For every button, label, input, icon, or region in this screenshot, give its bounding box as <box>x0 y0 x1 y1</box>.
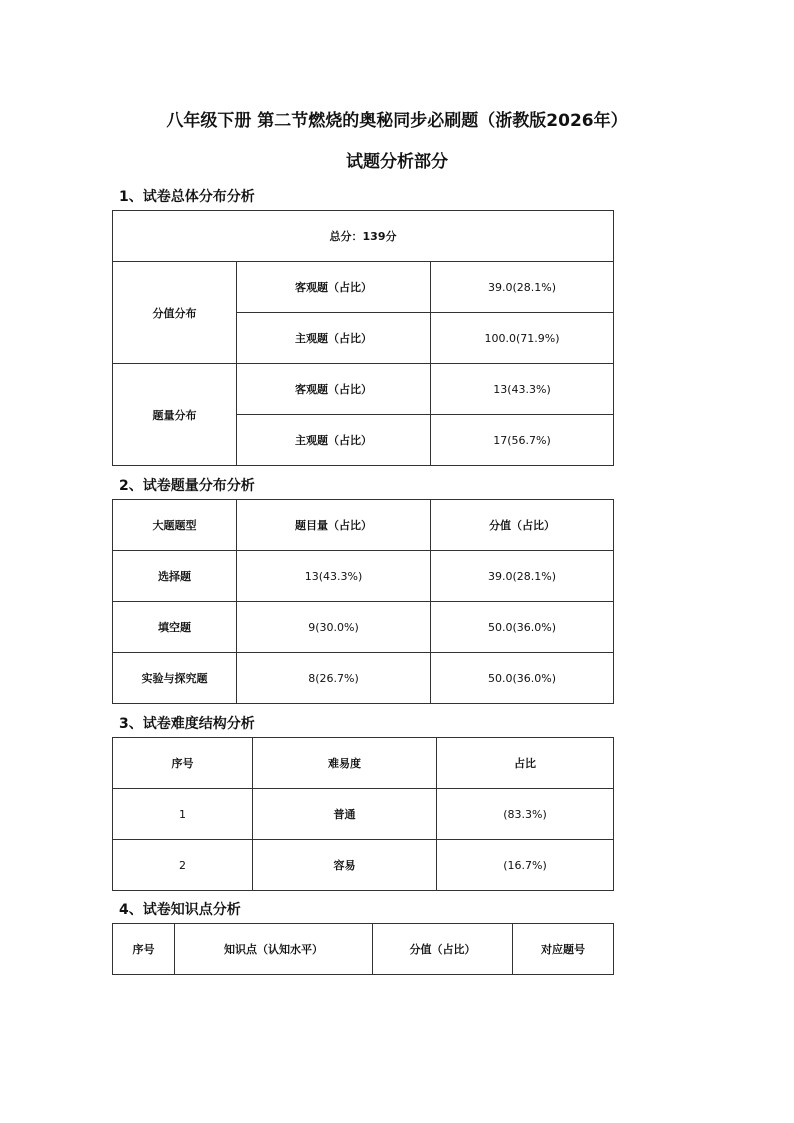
table-cell: 2 <box>113 840 253 891</box>
table-cell: 17(56.7%) <box>431 415 614 466</box>
table-cell: 13(43.3%) <box>431 364 614 415</box>
table-cell: 实验与探究题 <box>113 653 237 704</box>
knowledge-point-table <box>112 923 614 975</box>
table-cell: 客观题（占比） <box>237 364 431 415</box>
table-row <box>113 262 614 313</box>
table-cell: 普通 <box>253 789 437 840</box>
document-subtitle: 试题分析部分 <box>346 152 448 172</box>
table-cell: 客观题（占比） <box>237 262 431 313</box>
table-row <box>113 551 614 602</box>
column-header: 分值（占比） <box>373 924 513 975</box>
section1-heading: 1、试卷总体分布分析 <box>119 189 255 205</box>
table-row <box>113 211 614 262</box>
table-cell: (16.7%) <box>437 840 614 891</box>
table-cell: 8(26.7%) <box>237 653 431 704</box>
section4-heading: 4、试卷知识点分析 <box>119 902 241 918</box>
document-title: 八年级下册 第二节燃烧的奥秘同步必刷题（浙教版2026年） <box>166 111 628 131</box>
table-cell: 50.0(36.0%) <box>431 653 614 704</box>
table-row <box>113 653 614 704</box>
score-distribution-label: 分值分布 <box>113 262 237 364</box>
column-header: 序号 <box>113 738 253 789</box>
table-row <box>113 840 614 891</box>
question-distribution-table <box>112 499 614 704</box>
column-header: 大题题型 <box>113 500 237 551</box>
table-row <box>113 789 614 840</box>
table-row <box>113 364 614 415</box>
section2-heading: 2、试卷题量分布分析 <box>119 478 255 494</box>
column-header: 占比 <box>437 738 614 789</box>
column-header: 知识点（认知水平） <box>175 924 373 975</box>
table-cell: 主观题（占比） <box>237 313 431 364</box>
count-distribution-label: 题量分布 <box>113 364 237 466</box>
table-header-row <box>113 500 614 551</box>
section3-heading: 3、试卷难度结构分析 <box>119 716 255 732</box>
table-header-row <box>113 924 614 975</box>
table-cell: 13(43.3%) <box>237 551 431 602</box>
column-header: 题目量（占比） <box>237 500 431 551</box>
table-cell: 39.0(28.1%) <box>431 262 614 313</box>
column-header: 难易度 <box>253 738 437 789</box>
column-header: 对应题号 <box>513 924 614 975</box>
total-score-cell: 总分：139分 <box>113 211 614 262</box>
table-cell: 1 <box>113 789 253 840</box>
table-cell: 50.0(36.0%) <box>431 602 614 653</box>
table-cell: 39.0(28.1%) <box>431 551 614 602</box>
table-cell: 100.0(71.9%) <box>431 313 614 364</box>
overall-distribution-table <box>112 210 614 466</box>
table-cell: 主观题（占比） <box>237 415 431 466</box>
table-cell: 容易 <box>253 840 437 891</box>
table-cell: 9(30.0%) <box>237 602 431 653</box>
column-header: 分值（占比） <box>431 500 614 551</box>
difficulty-structure-table <box>112 737 614 891</box>
table-header-row <box>113 738 614 789</box>
table-row <box>113 602 614 653</box>
table-cell: 填空题 <box>113 602 237 653</box>
table-cell: (83.3%) <box>437 789 614 840</box>
table-cell: 选择题 <box>113 551 237 602</box>
column-header: 序号 <box>113 924 175 975</box>
